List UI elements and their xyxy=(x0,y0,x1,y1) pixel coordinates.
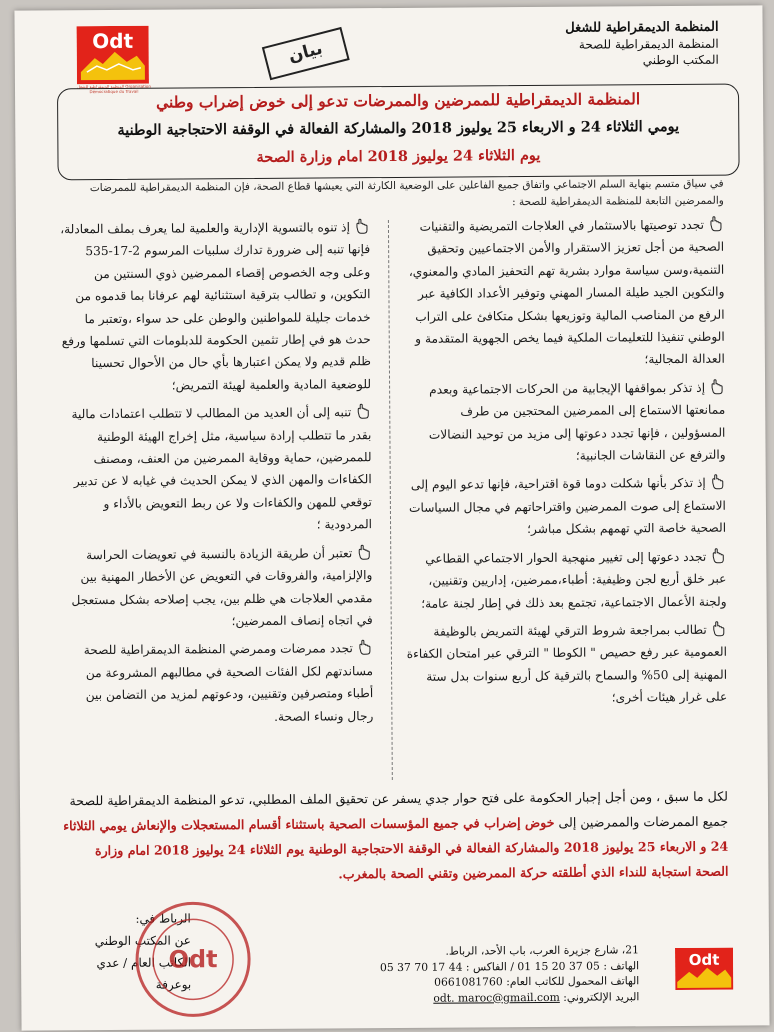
pointing-hand-icon xyxy=(356,544,372,560)
signoff-place: الرباط في: xyxy=(135,911,191,926)
statement-stamp: بيان xyxy=(262,27,350,80)
phone-line: الهاتف : 05 37 20 15 01 / الفاكس : 44 17 70 37 05 xyxy=(379,958,640,974)
pointing-hand-icon xyxy=(709,379,725,395)
official-seal-icon xyxy=(133,899,254,1020)
title-line-2: يومي الثلاثاء 24 و الاربعاء 25 يوليوز 2018 والمشاركة الفعالة في الوقفة الاحتجاجية الوطنية xyxy=(117,117,680,139)
demand-text: تجدد دعوتها إلى تغيير منهجية الحوار الاجتماعي القطاعي عبر خلق أربع لجن وظيفية: أطباء،ممرضين، إداريين وتقنيين، ولجنة الأعمال الاجتماعية، تجتمع بعد ذلك في إطار لجنة عامة؛ xyxy=(421,549,727,611)
pointing-hand-icon xyxy=(710,474,726,490)
contact-block xyxy=(349,942,639,1006)
demand-text: إذ تذكر بأنها شكلت دوما قوة اقتراحية، فإنها تدعو اليوم إلى الاستماع إلى صوت الممرضين واقتراحاتهم في مجال السياسات الصحية خاصة التي تهمهم بشكل مباشر؛ xyxy=(408,476,727,537)
title-line-1: المنظمة الديمقراطية للممرضين والممرضات تدعو إلى خوض إضراب وطني xyxy=(155,89,641,112)
odt-logo-icon xyxy=(77,26,149,85)
pointing-hand-icon xyxy=(357,639,373,655)
org-line-1: المنظمة الديمقراطية للشغل xyxy=(565,19,719,36)
logo-text: Odt xyxy=(92,28,134,54)
demand-item xyxy=(405,619,728,711)
org-line-2: المنظمة الديمقراطية للصحة xyxy=(578,36,719,52)
organization-header xyxy=(459,20,719,70)
address-line: 21، شارع جزيرة العرب، باب الأحد، الرباط. xyxy=(445,943,640,958)
strike-call: خوض إضراب في جميع المؤسسات الصحية باستثناء أقسام المستعجلات والإنعاش يومي الثلاثاء 24 و الاربعاء 25 يوليوز 2018 والمشاركة الفعالة في الوقفة الاحتجاجية الوطنية يوم الثلاثاء 24 يوليوز 2018 امام وزارة الصحة xyxy=(63,814,729,879)
left-column xyxy=(56,216,374,735)
right-column xyxy=(402,214,727,717)
title-line-3: يوم الثلاثاء 24 يوليوز 2018 امام وزارة الصحة xyxy=(256,146,541,166)
mobile-line: الهاتف المحمول للكاتب العام: 0661081760 xyxy=(434,974,640,989)
conclusion-closing: استجابة للنداء الذي أطلقته حركة الممرضين وتقني الصحة بالمغرب. xyxy=(338,863,692,882)
demand-item xyxy=(58,542,373,634)
demand-item xyxy=(59,637,374,729)
pointing-hand-icon xyxy=(710,547,726,563)
logo-caption: المنظمة الديمقراطية للشغل Organisation Démocratique du Travail xyxy=(77,83,151,95)
demand-item xyxy=(402,214,725,373)
signoff-office: عن المكتب الوطني xyxy=(94,933,191,949)
signoff-signatory: الكاتب العام / عدي بوعرفة xyxy=(96,955,192,992)
demand-text: تعتبر أن طريقة الزيادة بالنسبة في تعويضات الحراسة والإلزامية، والفروقات في التعويض عن الأخطار المهنية بين مقدمي العلاجات هي ظلم بين، يجب إصلاحه بشكل مستعجل في اتجاه إنصاف الممرضين؛ xyxy=(71,545,373,629)
conclusion-paragraph xyxy=(60,784,729,889)
column-divider xyxy=(388,220,393,780)
pointing-hand-icon xyxy=(708,216,724,232)
org-line-3: المكتب الوطني xyxy=(642,52,719,68)
intro-paragraph: في سياق متسم بنهاية السلم الاجتماعي واتفاق جميع الفاعلين على الوضعية الكارثة التي يعيشها قطاع الصحة، فإن المنظمة الديمقراطية للممرضات والممرضين التابعة للمنظمة الديمقراطية للصحة : xyxy=(89,177,724,209)
pointing-hand-icon xyxy=(354,218,370,234)
footer-logo-text: Odt xyxy=(688,950,720,969)
pointing-hand-icon xyxy=(355,403,371,419)
demand-item xyxy=(56,216,371,397)
title-box xyxy=(57,84,740,181)
pointing-hand-icon xyxy=(711,621,727,637)
odt-footer-logo-icon xyxy=(675,948,733,990)
demand-text: إذ تذكر بمواقفها الإيجابية من الحركات الاجتماعية وبعدم ممانعتها الاستماع إلى الممرضين المحتجين من طرف المسؤولين ، فإنها تجدد دعوتها إلى مزيد من توحيد النضالات والترفع عن النقاشات الجانبية؛ xyxy=(428,380,726,463)
demand-text: تجدد توصيتها بالاستثمار في العلاجات التمريضية والتقنيات الصحية من أجل تعزيز الاستقرار والأمن الاجتماعيين وتحقيق التنمية،وسن سياسة موارد بشرية تهم التحفيز المادي والمعنوي، والتكوين الجيد طيلة المسار المهني وتوفير الأعداد الكافية عبر الرفع من المناصب المالية وتوزيعها بشكل متكافئ على التراب الوطني تنفيذا للتعليمات الملكية فيما يخص الجهوية المتقدمة و العدالة المجالية؛ xyxy=(408,217,725,367)
conclusion-intro: لكل ما سبق ، ومن أجل إجبار الحكومة على فتح حوار جدي يسفر عن تحقيق الملف المطلبي، تدعو المنظمة الديمقراطية للصحة جميع الممرضات والممرضين إلى xyxy=(69,788,729,830)
email-line xyxy=(349,989,639,1007)
demand-text: إذ تنوه بالتسوية الإدارية والعلمية لما يعرف بملف المعادلة، فإنها تنبه إلى ضرورة تدارك سلبيات المرسوم 2-17-535 وعلى وجه الخصوص إقصاء الممرضين ذوي السنتين من التكوين، و تطالب بترقية استثنائية لهم عرفانا بما قدموه من خدمات جليلة للمواطنين والوطن على حد سواء ،وتعتبر ما حدث هو في إطار تثمين الحكومة للدبلومات التي تسلمها ورفع ظلم قديم ولا يمكن اعتبارها بأي حال من الأحوال تحسينا للوضعية المادية والعلمية لهيئة التمريض؛ xyxy=(60,220,372,393)
document-page xyxy=(14,5,769,1030)
demand-text: تطالب بمراجعة شروط الترقي لهيئة التمريض بالوظيفة العمومية عبر رفع حصيص " الكوطا " الترقي عبر امتحان الكفاءة المهنية إلى 50% والسماح بالترقية كل أربع سنوات بدل ستة على غرار هيئات أخرى؛ xyxy=(406,622,728,705)
demand-item xyxy=(403,377,726,469)
demand-text: تنبه إلى أن العديد من المطالب لا تتطلب اعتمادات مالية بقدر ما تتطلب إرادة سياسية، مثل إخراج الهيئة الوطنية للممرضين، حماية ووقاية الممرضين من العنف، ومصنف الكفاءات والمهن الذي لا يمكن الحديث في غيابه لا عن تدبير توقعي للمهن والكفاءات ولا عن ربط التعويض بالأداء و المردودية ؛ xyxy=(71,405,373,532)
seal-text: Odt xyxy=(168,945,218,974)
demand-item xyxy=(404,545,726,614)
email-link[interactable]: odt. maroc@gmail.com xyxy=(433,990,560,1005)
email-label: البريد الإلكتروني: xyxy=(563,989,640,1004)
demand-item xyxy=(57,401,372,538)
demand-text: تجدد ممرضات وممرضي المنظمة الديمقراطية للصحة مساندتهم لكل الفئات الصحية في مطالبهم المشروعة من أطباء ومتصرفين وتقنيين، ودعوتهم لمزيد من التضامن بين رجال ونساء الصحة. xyxy=(83,641,374,724)
demand-item xyxy=(404,472,726,541)
